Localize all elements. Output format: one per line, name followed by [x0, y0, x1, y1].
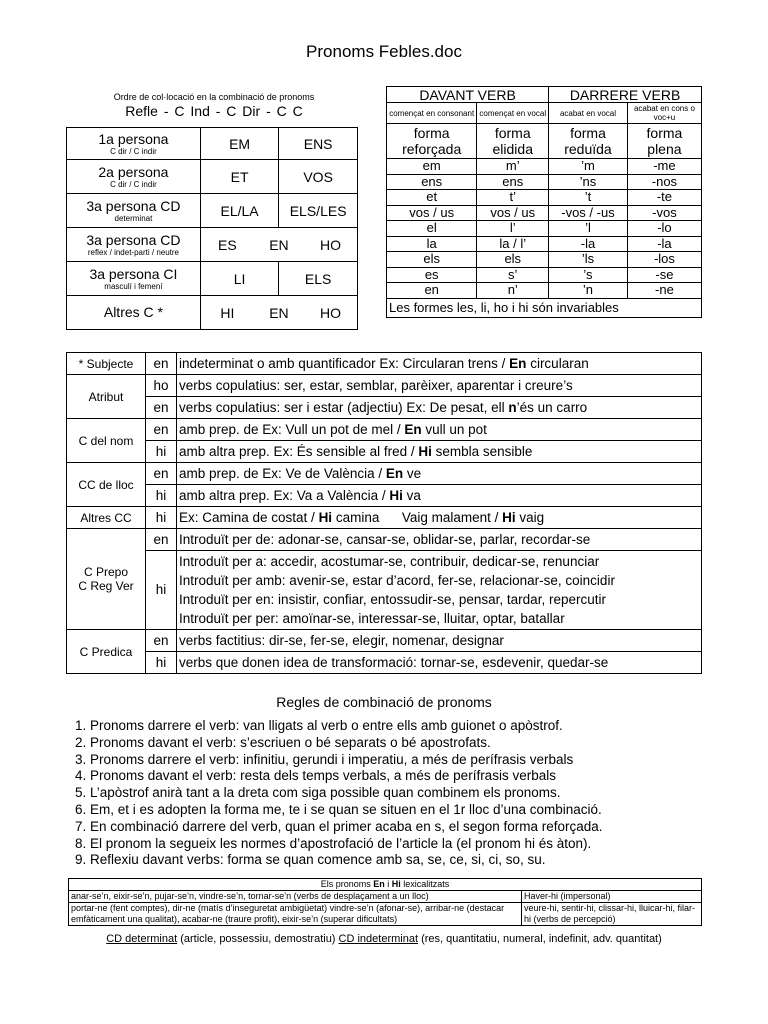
table-row	[67, 529, 702, 551]
text-line: Introduït per amb: avenir-se, estar d’acord, fer-se, relacionar-se, coincidir	[179, 573, 615, 588]
person-row	[67, 262, 358, 296]
cell: -ne	[627, 283, 701, 299]
cell: la / l’	[477, 236, 549, 252]
pronoun-cell: en	[146, 397, 177, 419]
footer-note	[0, 933, 768, 945]
text: (res, quantitatiu, numeral, indefinit, adv. quantitat)	[418, 933, 662, 945]
pronoun-cell: hi	[146, 507, 177, 529]
pronoun-cell: ET	[200, 160, 278, 194]
person-row	[67, 228, 358, 262]
cell: -los	[627, 252, 701, 268]
cell: -la	[549, 236, 628, 252]
table-row	[387, 236, 702, 252]
en-verbs-cell: portar-ne (fent comptes), dir-ne (matís d’inseguretat ambigüetat) vindre-se’n (afonar-se), arribar-ne (destacar emfàticament una qualitat), acabar-ne (traure profit), eixir-se’n (superar dificultats)	[69, 903, 522, 926]
table-row	[387, 221, 702, 237]
table-row	[67, 630, 702, 652]
person-label: 3a persona CD	[86, 197, 181, 214]
function-text: Introduït per de: adonar-se, cansar-se, oblidar-se, parlar, recordar-se	[177, 529, 702, 551]
text: amb altra prep. Ex: Va a València /	[179, 487, 390, 503]
cd-determinat-label: CD determinat	[106, 933, 178, 945]
function-text: verbs que donen idea de transformació: tornar-se, esdevenir, quedar-se	[177, 652, 702, 674]
pronoun-cell: en	[146, 353, 177, 375]
cell: -lo	[627, 221, 701, 237]
pronoun-cell: en	[146, 463, 177, 485]
pronoun-cell: ELS	[279, 262, 358, 296]
function-label	[67, 529, 146, 630]
pronoun-forms-table	[386, 86, 702, 318]
cell: ’t	[549, 190, 628, 206]
table-row	[67, 652, 702, 674]
cell: et	[387, 190, 477, 206]
table-row	[387, 205, 702, 221]
person-row	[67, 296, 358, 330]
rules-list	[75, 718, 603, 869]
cell: -la	[627, 236, 701, 252]
lexicalized-table	[68, 878, 702, 926]
text: indeterminat o amb quantificador Ex: Circularan trens /	[179, 355, 510, 371]
text: verbs copulatius: ser i estar (adjectiu) Ex: De pesat, ell	[179, 399, 509, 415]
list-item: 4. Pronoms davant el verb: resta dels temps verbals, a més de perífrasis verbals	[75, 768, 556, 784]
subheader: començat en vocal	[477, 103, 549, 124]
davant-verb-header: DAVANT VERB	[387, 87, 549, 103]
text: vull un pot	[421, 421, 487, 437]
pronoun-cell: EN	[269, 236, 289, 253]
cell: -me	[627, 159, 701, 175]
table-row	[387, 174, 702, 190]
text: (article, possessiu, demostratiu)	[177, 933, 339, 945]
table-row	[67, 463, 702, 485]
table-row	[67, 485, 702, 507]
cell: vos / us	[387, 205, 477, 221]
person-label: 3a persona CD	[86, 231, 181, 248]
bold-pronoun: En	[509, 355, 527, 371]
text: amb prep. de Ex: Ve de València /	[179, 465, 386, 481]
table-row	[67, 397, 702, 419]
cell: ens	[477, 174, 549, 190]
cell: -nos	[627, 174, 701, 190]
bold-pronoun: Hi	[502, 509, 516, 525]
pronoun-cell: HI	[220, 304, 235, 321]
table-row	[67, 419, 702, 441]
pronoun-cell: EN	[269, 304, 289, 321]
person-sub: masculí i femení	[104, 281, 163, 291]
function-label: C Predica	[67, 630, 146, 674]
lexicalized-header	[69, 879, 702, 891]
list-item: 6. Em, et i es adopten la forma me, te i se quan se situen en el 1r lloc d’una combinació.	[75, 801, 602, 817]
pronoun-cell: ELS/LES	[279, 194, 358, 228]
text-line: Introduït per a: accedir, acostumar-se, contribuir, dedicar-se, renunciar	[179, 554, 600, 569]
person-sub: reflex / indet-parti / neutre	[87, 247, 179, 257]
function-text: verbs factitius: dir-se, fer-se, elegir, nomenar, designar	[177, 630, 702, 652]
cell: s’	[477, 267, 549, 283]
list-item: 8. El pronom la segueix les normes d’apostrofació de l’article la (el pronom hi és àton).	[75, 835, 592, 851]
rules-title: Regles de combinació de pronoms	[276, 694, 492, 710]
table-row	[67, 441, 702, 463]
text: amb altra prep. Ex: És sensible al fred /	[179, 443, 419, 459]
pronoun-cell: hi	[146, 551, 177, 630]
pronoun-cell: ho	[146, 375, 177, 397]
darrere-verb-header: DARRERE VERB	[549, 87, 702, 103]
column-header: forma elidida	[477, 124, 549, 159]
pronoun-cell-group	[200, 228, 357, 262]
text: Ex: Camina de costat /	[179, 509, 319, 525]
person-sub: C dir / C indir	[110, 179, 157, 189]
subheader: acabat en cons o voc+u	[627, 103, 701, 124]
pronoun-cell: en	[146, 419, 177, 441]
function-label: C del nom	[67, 419, 146, 463]
person-table	[66, 127, 358, 330]
text-line: Introduït per en: insistir, confiar, entossudir-se, pensar, tardar, repercutir	[179, 592, 606, 607]
cell: els	[387, 252, 477, 268]
cell: -vos / -us	[549, 205, 628, 221]
function-label: Altres CC	[67, 507, 146, 529]
person-label: 2a persona	[98, 163, 169, 180]
function-text	[177, 419, 702, 441]
cell: n’	[477, 283, 549, 299]
person-label: Altres C *	[67, 296, 201, 330]
cell: vos / us	[477, 205, 549, 221]
text-line: Introduït per per: amoïnar-se, interessar-se, lluitar, optar, batallar	[179, 611, 565, 626]
cell: es	[387, 267, 477, 283]
table-row	[387, 267, 702, 283]
label-line: C Reg Ver	[78, 579, 134, 593]
function-text	[177, 551, 702, 630]
pronoun-cell: hi	[146, 485, 177, 507]
function-label: * Subjecte	[67, 353, 146, 375]
cell: t’	[477, 190, 549, 206]
cell: m’	[477, 159, 549, 175]
cell: -vos	[627, 205, 701, 221]
person-label: 1a persona	[98, 130, 169, 147]
order-caption: Ordre de col·locació en la combinació de pronoms	[113, 92, 315, 102]
table-row	[387, 283, 702, 299]
list-item: 1. Pronoms darrere el verb: van lligats al verb o entre ells amb guionet o apòstrof.	[75, 718, 563, 733]
function-text	[177, 397, 702, 419]
person-row	[67, 194, 358, 228]
text: i	[384, 879, 392, 889]
pronoun-cell: ENS	[279, 128, 358, 160]
hi-verbs-cell: Haver-hi (impersonal)	[522, 891, 702, 903]
cell: ’n	[549, 283, 628, 299]
text: va	[402, 487, 421, 503]
pronoun-cell: LI	[200, 262, 278, 296]
column-header: forma reduïda	[549, 124, 628, 159]
cell: ’ls	[549, 252, 628, 268]
subheader: acabat en vocal	[549, 103, 628, 124]
table-row	[67, 507, 702, 529]
hi-verbs-cell: veure-hi, sentir-hi, clissar-hi, lluicar-hi, filar-hi (verbs de percepció)	[522, 903, 702, 926]
pronoun-cell: EM	[200, 128, 278, 160]
pronoun-cell: ES	[218, 236, 237, 253]
person-sub: C dir / C indir	[110, 146, 157, 156]
cell: ’l	[549, 221, 628, 237]
label-line: C Prepo	[83, 565, 129, 579]
cell: la	[387, 236, 477, 252]
function-text: verbs copulatius: ser, estar, semblar, parèixer, aparentar i creure’s	[177, 375, 702, 397]
bold-pronoun: Hi	[418, 443, 432, 459]
cell: -te	[627, 190, 701, 206]
pronoun-cell: hi	[146, 652, 177, 674]
text: circularan	[526, 355, 589, 371]
cell: ’s	[549, 267, 628, 283]
person-row	[67, 160, 358, 194]
table-row	[387, 252, 702, 268]
cell: em	[387, 159, 477, 175]
table-row	[67, 375, 702, 397]
text: vaig	[515, 509, 545, 525]
pronoun-cell: EL/LA	[200, 194, 278, 228]
column-header: forma reforçada	[387, 124, 477, 159]
cell: el	[387, 221, 477, 237]
bold-pronoun: Hi	[318, 509, 333, 525]
person-row	[67, 128, 358, 160]
pronoun-cell: hi	[146, 441, 177, 463]
pronoun-cell: VOS	[279, 160, 358, 194]
function-text	[177, 485, 702, 507]
text: ’és un carro	[516, 399, 588, 415]
bold-pronoun: Hi	[391, 879, 401, 889]
person-label: 3a persona CI	[89, 265, 178, 282]
pronoun-cell: en	[146, 630, 177, 652]
cell: ’m	[549, 159, 628, 175]
invariable-note: Les formes les, li, ho i hi són invariables	[387, 298, 702, 317]
order-sequence: Refle - C Ind - C Dir - C C	[125, 103, 303, 119]
text: lexicalitzats	[400, 879, 450, 889]
cell: en	[387, 283, 477, 299]
function-label: CC de lloc	[67, 463, 146, 507]
pronoun-cell: HO	[319, 304, 341, 321]
table-row	[67, 551, 702, 630]
function-text	[177, 353, 702, 375]
text: Els pronoms	[320, 879, 374, 889]
cell: els	[477, 252, 549, 268]
page-title: Pronoms Febles.doc	[306, 42, 462, 61]
pronoun-cell: HO	[319, 236, 341, 253]
person-sub: determinat	[114, 213, 153, 223]
function-text	[177, 463, 702, 485]
list-item: 3. Pronoms darrere el verb: infinitiu, gerundi i imperatiu, a més de perífrasis verbals	[75, 751, 574, 767]
text: amb prep. de Ex: Vull un pot de mel /	[179, 421, 405, 437]
cd-indeterminat-label: CD indeterminat	[338, 933, 419, 945]
cell: ’ns	[549, 174, 628, 190]
list-item: 2. Pronoms davant el verb: s’escriuen o bé separats o bé apostrofats.	[75, 734, 491, 750]
text: ve	[403, 465, 422, 481]
bold-pronoun: En	[373, 879, 385, 889]
table-row	[67, 353, 702, 375]
table-row	[387, 190, 702, 206]
bold-pronoun: n	[508, 399, 517, 415]
subheader: començat en consonant	[387, 103, 477, 124]
pronoun-cell: en	[146, 529, 177, 551]
en-verbs-cell: anar-se’n, eixir-se’n, pujar-se’n, vindre-se’n, tornar-se’n (verbs de desplaçament a un lloc)	[69, 891, 522, 903]
function-text	[177, 441, 702, 463]
cell: ens	[387, 174, 477, 190]
text: sembla sensible	[431, 443, 533, 459]
cell: l’	[477, 221, 549, 237]
table-row	[387, 159, 702, 175]
list-item: 5. L’apòstrof anirà tant a la dreta com siga possible quan combinem els pronoms.	[75, 785, 561, 801]
cell: -se	[627, 267, 701, 283]
pronoun-cell-group	[200, 296, 357, 330]
bold-pronoun: En	[385, 465, 404, 481]
list-item: 9. Reflexiu davant verbs: forma se quan comence amb sa, se, ce, si, ci, so, su.	[75, 852, 546, 868]
list-item: 7. En combinació darrere del verb, quan el primer acaba en s, el segon forma reforçada.	[75, 818, 603, 834]
text: camina Vaig malament /	[332, 509, 503, 525]
bold-pronoun: En	[404, 421, 422, 437]
function-table	[66, 352, 702, 674]
bold-pronoun: Hi	[389, 487, 403, 503]
function-label: Atribut	[67, 375, 146, 419]
column-header: forma plena	[627, 124, 701, 159]
function-text	[177, 507, 702, 529]
